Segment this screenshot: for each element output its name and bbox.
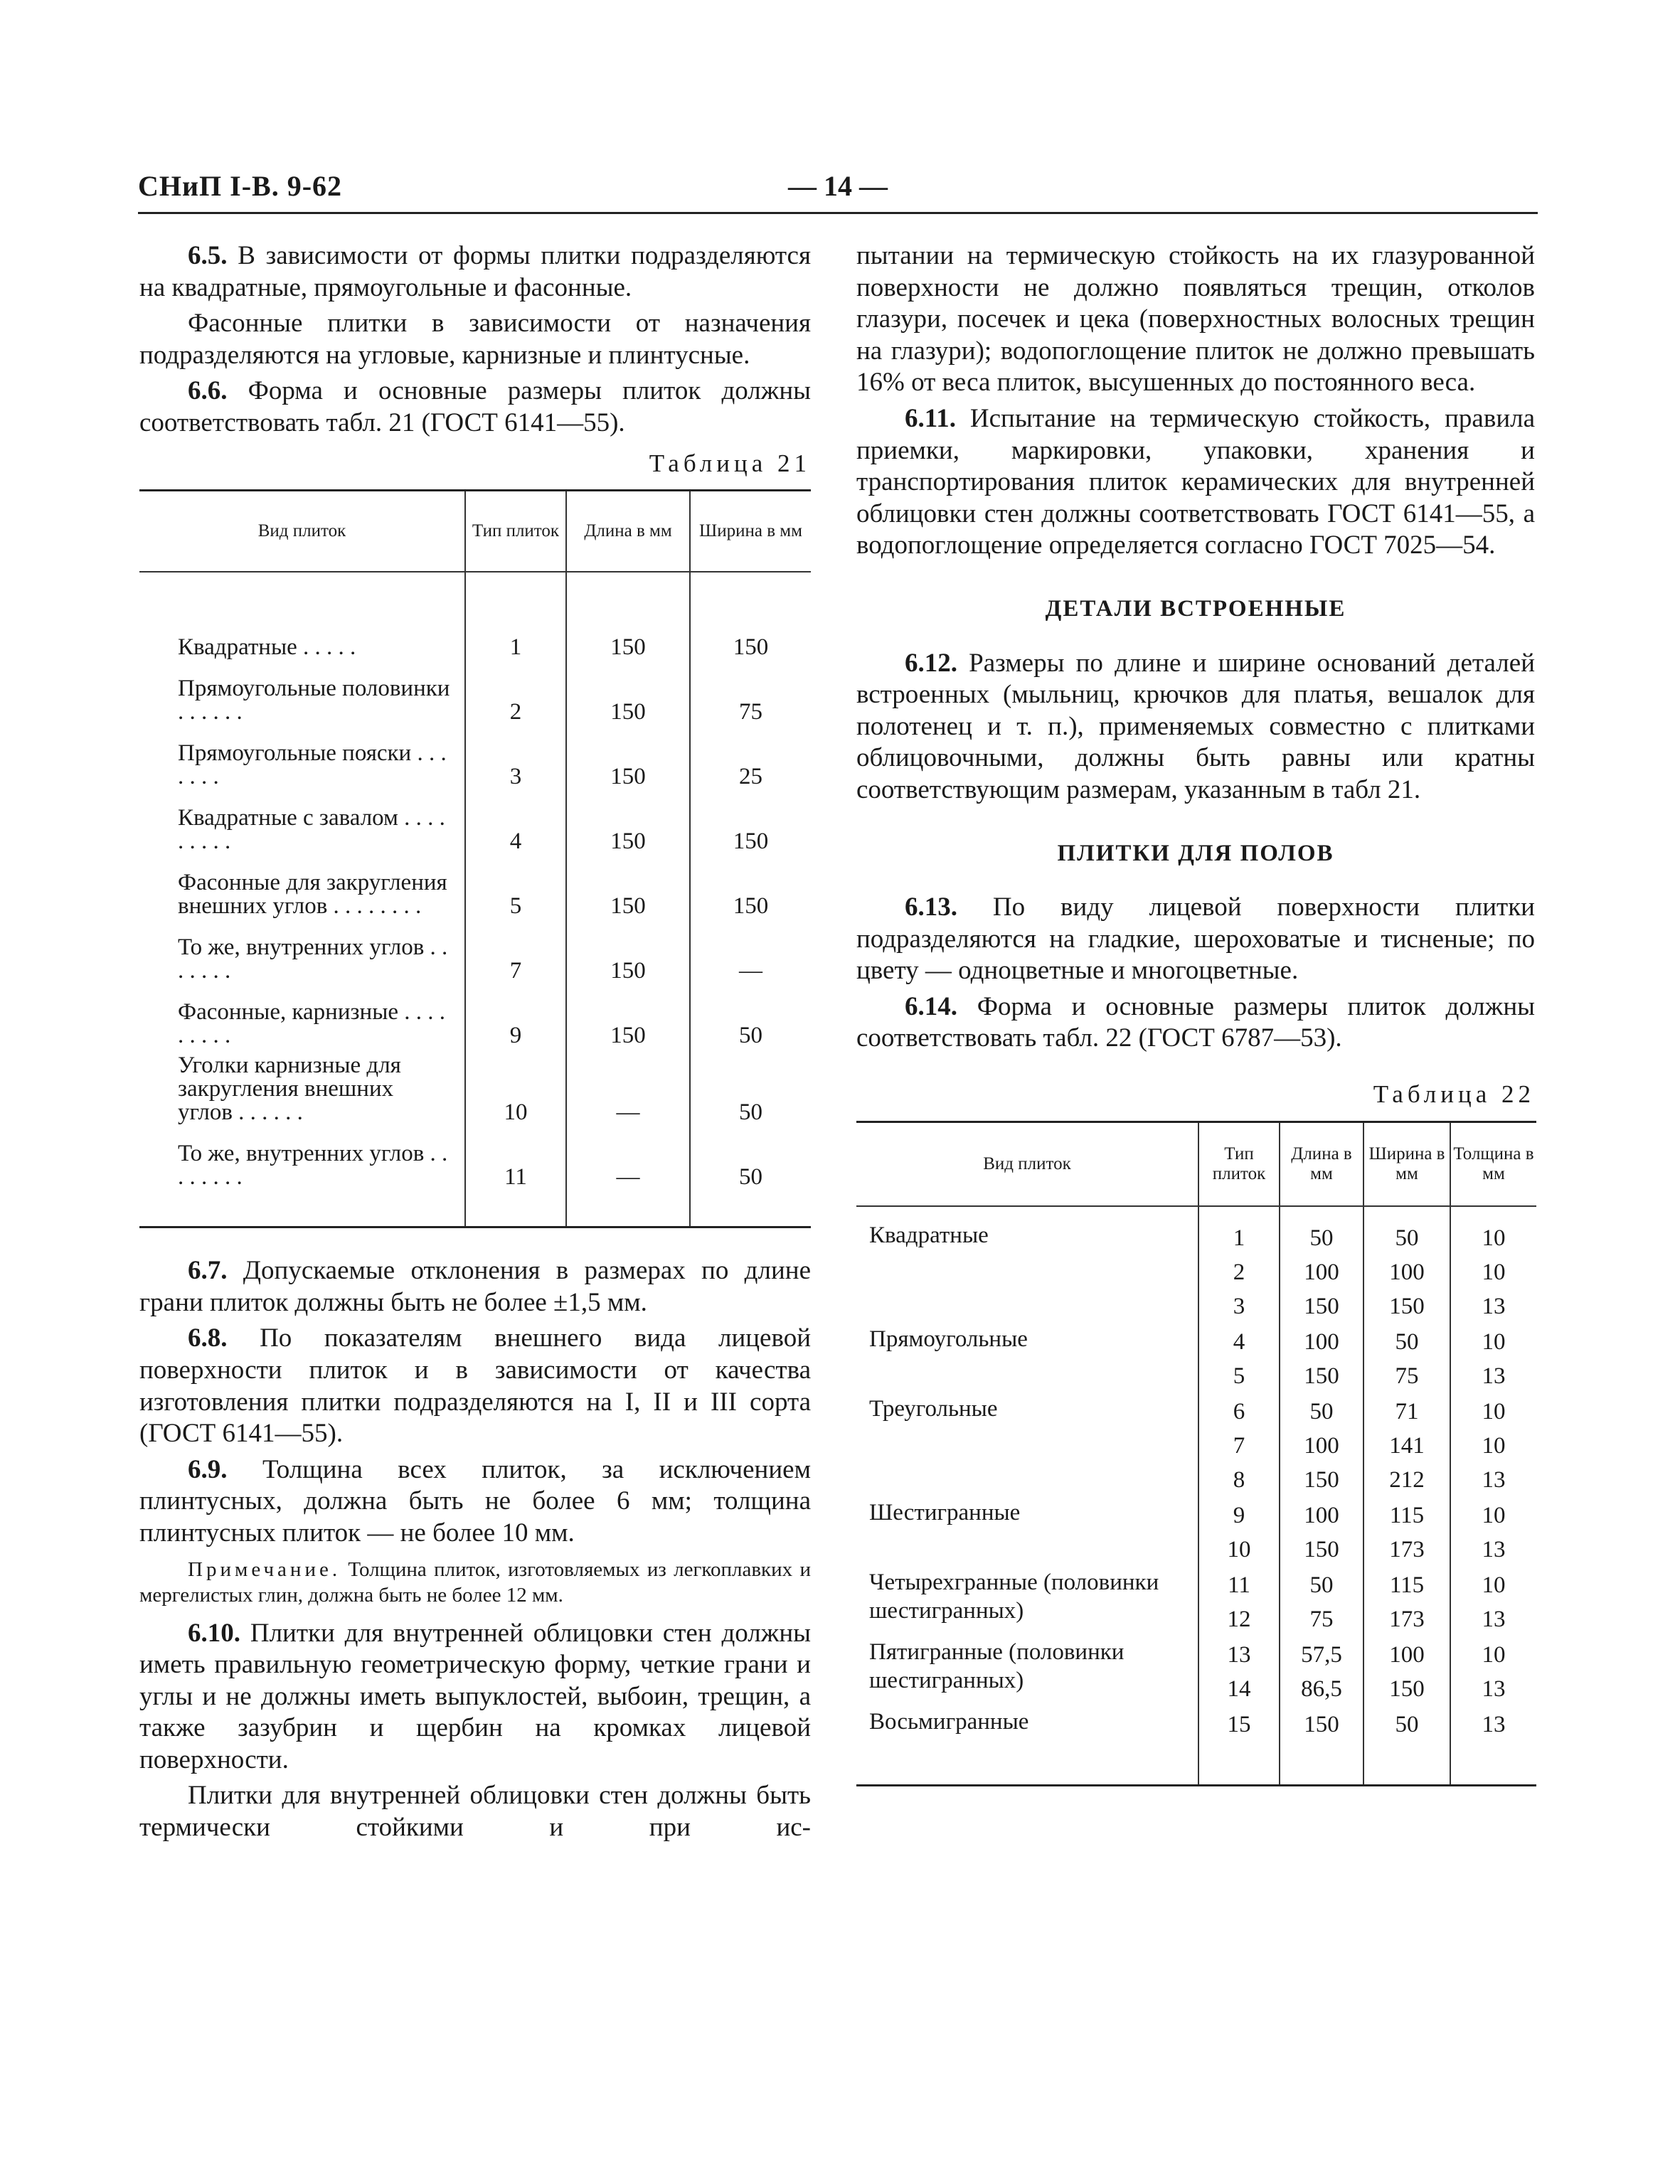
cell-length — [1280, 1394, 1363, 1498]
cell-length — [1280, 1498, 1363, 1567]
cell-value: 100 — [1389, 1259, 1425, 1285]
header-width: Ширина в мм — [1363, 1122, 1450, 1206]
paragraph-6-12 — [856, 648, 1535, 806]
cell-value: 150 — [1304, 1536, 1339, 1562]
cell-value: 13 — [1227, 1641, 1251, 1668]
cell-name: Уголки карнизные для закругления внешних углов . . . . . . — [178, 1053, 401, 1126]
cell-type — [1198, 1498, 1280, 1567]
cell-thickness — [1450, 1206, 1536, 1324]
cell-value: 57,5 — [1301, 1641, 1342, 1668]
clause-number: 6.14. — [905, 991, 957, 1021]
clause-number: 6.8. — [188, 1323, 228, 1353]
left-column — [139, 240, 811, 1848]
cell-value: 50 — [1309, 1225, 1334, 1251]
cell-value: 150 — [1389, 1676, 1425, 1702]
cell-name: Квадратные . . . . . — [178, 634, 356, 661]
paragraph-6-8 — [139, 1323, 811, 1449]
page-header — [138, 169, 1538, 214]
cell-type — [1198, 1567, 1280, 1637]
cell-width: 50 — [690, 1053, 811, 1130]
header-thickness: Толщина в мм — [1450, 1122, 1536, 1206]
note — [139, 1557, 811, 1608]
cell-value: 2 — [1233, 1259, 1245, 1285]
document-code: СНиП I-В. 9-62 — [138, 170, 343, 202]
paragraph-6-7 — [139, 1255, 811, 1319]
cell-length: — — [566, 1130, 690, 1227]
cell-value: 13 — [1482, 1466, 1506, 1493]
cell-value: 10 — [1482, 1572, 1506, 1598]
cell-type: 5 — [465, 859, 566, 924]
cell-value: 15 — [1227, 1711, 1251, 1737]
cell-value: 10 — [1482, 1502, 1506, 1528]
cell-value: 115 — [1389, 1572, 1425, 1598]
cell-width — [1363, 1637, 1450, 1707]
cell-type — [1198, 1394, 1280, 1498]
cell-width: 150 — [690, 859, 811, 924]
cell-thickness — [1450, 1637, 1536, 1707]
cell-value: 71 — [1395, 1398, 1419, 1424]
cell-value: 13 — [1482, 1293, 1506, 1319]
cell-value: 10 — [1482, 1328, 1506, 1355]
cell-value: 173 — [1389, 1606, 1425, 1632]
table-header-row — [139, 491, 811, 572]
cell-value: 100 — [1304, 1259, 1339, 1285]
clause-number: 6.5. — [188, 241, 228, 270]
cell-value: 100 — [1304, 1432, 1339, 1459]
cell-value: 150 — [1304, 1293, 1339, 1319]
cell-thickness — [1450, 1707, 1536, 1786]
cell-value: 100 — [1304, 1328, 1339, 1355]
paragraph-6-10b: Плитки для внутренней облицовки стен должны быть термически стойкими и при ис- — [139, 1781, 811, 1843]
cell-length — [1280, 1567, 1363, 1637]
cell-width: — — [690, 924, 811, 989]
cell-value: 13 — [1482, 1711, 1506, 1737]
cell-value: 13 — [1482, 1676, 1506, 1702]
cell-type: 10 — [465, 1053, 566, 1130]
cell-value: 50 — [1395, 1328, 1419, 1355]
paragraph-text: По показателям внешнего вида лицевой поверхности плиток и в зависимости от качества изготовления плитки подразделяются на I, II и III сорта (ГОСТ 6141—55). — [139, 1323, 811, 1449]
table-row-group — [856, 1567, 1536, 1637]
paragraph-6-9 — [139, 1454, 811, 1550]
cell-width — [1363, 1707, 1450, 1786]
table-row — [139, 1053, 811, 1130]
clause-number: 6.12. — [905, 648, 957, 678]
cell-name: Прямоугольные — [869, 1326, 1028, 1352]
cell-value: 10 — [1482, 1432, 1506, 1459]
cell-value: 115 — [1389, 1502, 1425, 1528]
table-row-group — [856, 1394, 1536, 1498]
cell-value: 150 — [1389, 1293, 1425, 1319]
table-row — [139, 1130, 811, 1227]
cell-width: 75 — [690, 665, 811, 730]
table-22-body — [856, 1206, 1536, 1786]
clause-number: 6.6. — [188, 376, 228, 406]
cell-width: 150 — [690, 572, 811, 665]
clause-number: 6.10. — [188, 1618, 240, 1648]
cell-value: 141 — [1389, 1432, 1425, 1459]
table-21-caption: Таблица 21 — [649, 449, 811, 477]
cell-value: 150 — [1304, 1363, 1339, 1389]
page-number: — 14 — — [788, 170, 888, 202]
cell-value: 10 — [1227, 1536, 1251, 1562]
cell-value: 14 — [1227, 1676, 1251, 1702]
cell-thickness — [1450, 1324, 1536, 1394]
cell-value: 10 — [1482, 1225, 1506, 1251]
cell-width — [1363, 1394, 1450, 1498]
cell-width — [1363, 1324, 1450, 1394]
cell-type — [1198, 1206, 1280, 1324]
cell-value: 13 — [1482, 1363, 1506, 1389]
cell-type: 4 — [465, 794, 566, 859]
cell-value: 150 — [1304, 1711, 1339, 1737]
table-row — [139, 794, 811, 859]
table-row-group — [856, 1324, 1536, 1394]
cell-type — [1198, 1324, 1280, 1394]
cell-value: 50 — [1309, 1398, 1334, 1424]
cell-value: 1 — [1233, 1225, 1245, 1251]
cell-value: 10 — [1482, 1259, 1506, 1285]
cell-name: Квадратные — [869, 1222, 989, 1248]
table-row — [139, 572, 811, 665]
cell-name: Фасонные для закругления внешних углов . . . . . . . . — [178, 870, 447, 920]
cell-value: 75 — [1309, 1606, 1334, 1632]
cell-value: 5 — [1233, 1363, 1245, 1389]
cell-name: То же, внутренних углов . . . . . . . . — [178, 1141, 448, 1190]
note-label: Примечание. — [188, 1557, 341, 1581]
paragraph-6-6 — [139, 375, 811, 439]
paragraph-6-11 — [856, 403, 1535, 562]
header-type: Тип плиток — [465, 491, 566, 572]
clause-number: 6.11. — [905, 403, 956, 433]
cell-value: 6 — [1233, 1398, 1245, 1424]
right-column — [856, 240, 1535, 1786]
paragraph-continued: пытании на термическую стойкость на их глазурованной поверхности не должно появляться трещин, отколов глазури, посечек и цека (поверхностных волосных трещин на глазури); водопоглощение плиток не должно превышать 16% от веса плиток, высушенных до постоянного веса. — [856, 241, 1535, 398]
cell-value: 50 — [1395, 1225, 1419, 1251]
paragraph-6-5b: Фасонные плитки в зависимости от назначения подразделяются на угловые, карнизные и плинтусные. — [139, 309, 811, 370]
cell-value: 12 — [1227, 1606, 1251, 1632]
cell-width: 50 — [690, 1130, 811, 1227]
cell-name: Пятигранные (половинки шестигранных) — [869, 1639, 1125, 1693]
cell-type: 1 — [465, 572, 566, 665]
cell-value: 75 — [1395, 1363, 1419, 1389]
cell-name: Прямоугольные пояски . . . . . . . — [178, 740, 447, 790]
cell-name: Прямоугольные половинки . . . . . . — [178, 676, 450, 725]
table-row — [139, 924, 811, 989]
cell-value: 13 — [1482, 1606, 1506, 1632]
paragraph-text: Плитки для внутренней облицовки стен должны иметь правильную геометрическую форму, четкие грани и углы и не должны иметь выпуклостей, выбоин, трещин, а также зазубрин и щербин на кромках лицевой поверхности. — [139, 1618, 811, 1774]
header-name: Вид плиток — [139, 491, 465, 572]
cell-value: 173 — [1389, 1536, 1425, 1562]
table-row-group — [856, 1206, 1536, 1324]
section-heading-floor-tiles: ПЛИТКИ ДЛЯ ПОЛОВ — [1057, 840, 1334, 866]
cell-type — [1198, 1637, 1280, 1707]
table-row — [139, 730, 811, 794]
header-name: Вид плиток — [856, 1122, 1198, 1206]
table-row — [139, 859, 811, 924]
section-heading-built-in-details: ДЕТАЛИ ВСТРОЕННЫЕ — [1045, 595, 1346, 622]
cell-type: 9 — [465, 989, 566, 1053]
paragraph-6-13 — [856, 892, 1535, 987]
table-row — [139, 665, 811, 730]
paragraph-text: Форма и основные размеры плиток должны соответствовать табл. 22 (ГОСТ 6787—53). — [856, 991, 1535, 1053]
cell-length — [1280, 1206, 1363, 1324]
cell-length: 150 — [566, 859, 690, 924]
cell-value: 8 — [1233, 1466, 1245, 1493]
cell-value: 7 — [1233, 1432, 1245, 1459]
header-length: Длина в мм — [566, 491, 690, 572]
cell-value: 50 — [1309, 1572, 1334, 1598]
cell-width — [1363, 1567, 1450, 1637]
cell-value: 4 — [1233, 1328, 1245, 1355]
cell-length: 150 — [566, 730, 690, 794]
cell-type: 2 — [465, 665, 566, 730]
table-21 — [139, 489, 811, 1228]
table-row-group — [856, 1637, 1536, 1707]
table-21-body — [139, 572, 811, 1227]
paragraph-text: Толщина всех плиток, за исключением плинтусных, должна быть не более 6 мм; толщина плинтусных плиток — не более 10 мм. — [139, 1454, 811, 1548]
paragraph-6-5 — [139, 240, 811, 304]
cell-type: 3 — [465, 730, 566, 794]
cell-type: 7 — [465, 924, 566, 989]
cell-value: 50 — [1395, 1711, 1419, 1737]
cell-value: 100 — [1389, 1641, 1425, 1668]
paragraph-text: В зависимости от формы плитки подразделяются на квадратные, прямоугольные и фасонные. — [139, 241, 811, 302]
paragraph-6-14 — [856, 991, 1535, 1055]
cell-value: 150 — [1304, 1466, 1339, 1493]
cell-value: 100 — [1304, 1502, 1339, 1528]
cell-width: 150 — [690, 794, 811, 859]
cell-length: — — [566, 1053, 690, 1130]
cell-value: 10 — [1482, 1398, 1506, 1424]
cell-name: Фасонные, карнизные . . . . . . . . . — [178, 999, 446, 1049]
header-length: Длина в мм — [1280, 1122, 1363, 1206]
cell-value: 10 — [1482, 1641, 1506, 1668]
cell-width: 25 — [690, 730, 811, 794]
paragraph-text: Размеры по длине и ширине оснований деталей встроенных (мыльниц, крючков для платья, вешалок для полотенец и т. п.), применяемых совместно с плитками облицовочными, должны быть равны или кратны соответствующим размерам, указанным в табл 21. — [856, 648, 1535, 804]
cell-length — [1280, 1324, 1363, 1394]
cell-name: Четырехгранные (половинки шестигранных) — [869, 1569, 1159, 1624]
cell-width: 50 — [690, 989, 811, 1053]
cell-value: 11 — [1228, 1572, 1250, 1598]
paragraph-6-10 — [139, 1618, 811, 1777]
cell-value: 3 — [1233, 1293, 1245, 1319]
cell-type: 11 — [465, 1130, 566, 1227]
cell-width — [1363, 1498, 1450, 1567]
cell-thickness — [1450, 1498, 1536, 1567]
cell-length — [1280, 1637, 1363, 1707]
paragraph-text: По виду лицевой поверхности плитки подразделяются на гладкие, шероховатые и тисненые; по цвету — одноцветные и многоцветные. — [856, 893, 1535, 986]
cell-thickness — [1450, 1394, 1536, 1498]
cell-name: Восьмигранные — [869, 1708, 1029, 1735]
clause-number: 6.13. — [905, 893, 957, 922]
table-22-caption: Таблица 22 — [1373, 1080, 1535, 1109]
cell-length: 150 — [566, 924, 690, 989]
table-row-group — [856, 1498, 1536, 1567]
clause-number: 6.7. — [188, 1256, 228, 1286]
cell-value: 13 — [1482, 1536, 1506, 1562]
cell-value: 9 — [1233, 1502, 1245, 1528]
cell-value: 212 — [1389, 1466, 1425, 1493]
cell-type — [1198, 1707, 1280, 1786]
cell-length — [1280, 1707, 1363, 1786]
cell-name: То же, внутренних углов . . . . . . . — [178, 934, 448, 984]
cell-name: Квадратные с завалом . . . . . . . . . — [178, 805, 445, 855]
header-width: Ширина в мм — [690, 491, 811, 572]
table-header-row — [856, 1122, 1536, 1206]
table-22 — [856, 1121, 1536, 1786]
cell-length: 150 — [566, 794, 690, 859]
cell-thickness — [1450, 1567, 1536, 1637]
table-row-group — [856, 1707, 1536, 1786]
cell-width — [1363, 1206, 1450, 1324]
header-type: Тип плиток — [1198, 1122, 1280, 1206]
cell-length: 150 — [566, 665, 690, 730]
paragraph-text: Допускаемые отклонения в размерах по длине грани плиток должны быть не более ±1,5 мм. — [139, 1256, 811, 1317]
cell-length: 150 — [566, 989, 690, 1053]
clause-number: 6.9. — [188, 1454, 228, 1484]
note-text: Толщина плиток, изготовляемых из легкоплавких и мергелистых глин, должна быть не более 12 мм. — [139, 1557, 811, 1607]
cell-name: Треугольные — [869, 1395, 998, 1422]
cell-length: 150 — [566, 572, 690, 665]
paragraph-text: Испытание на термическую стойкость, правила приемки, маркировки, упаковки, хранения и транспортирования плиток керамических для внутренней облицовки стен должны соответствовать ГОСТ 6141—55, а водопоглощение определяется согласно ГОСТ 7025—54. — [856, 403, 1535, 560]
table-row — [139, 989, 811, 1053]
paragraph-text: Форма и основные размеры плиток должны соответствовать табл. 21 (ГОСТ 6141—55). — [139, 376, 811, 437]
cell-name: Шестигранные — [869, 1499, 1021, 1525]
cell-value: 86,5 — [1301, 1676, 1342, 1702]
